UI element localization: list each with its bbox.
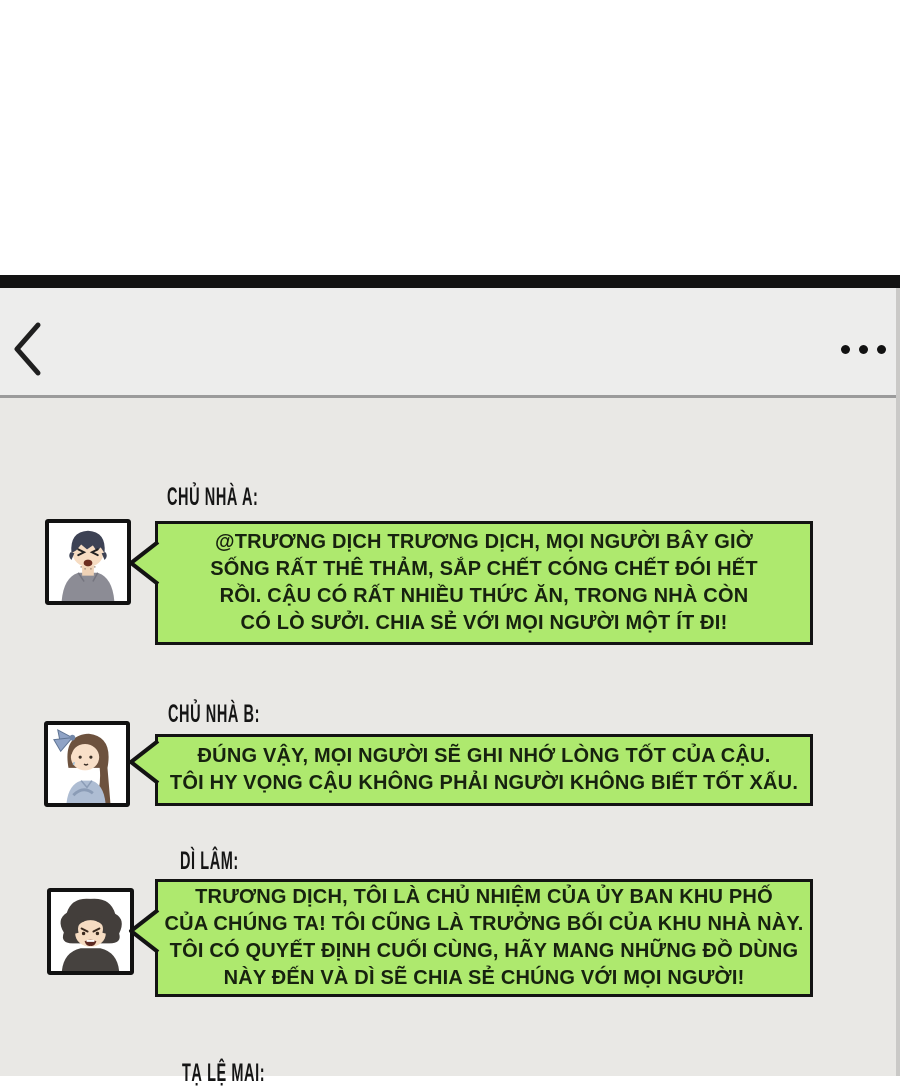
panel-right-edge (896, 288, 900, 1076)
message-bubble (155, 879, 813, 997)
message-line: @TRƯƠNG DỊCH TRƯƠNG DỊCH, MỌI NGƯỜI BÂY GIỜ (215, 531, 753, 553)
avatar-illustration (48, 725, 126, 803)
menu-button[interactable] (832, 334, 894, 364)
avatar-angry-man[interactable] (45, 519, 131, 605)
message-line: ĐÚNG VẬY, MỌI NGƯỜI SẼ GHI NHỚ LÒNG TỐT CỦA CẬU. (197, 745, 771, 767)
chat-header (0, 288, 900, 395)
avatar-illustration (49, 523, 127, 601)
sender-label: CHỦ NHÀ B: (168, 700, 260, 728)
message-line: TÔI CÓ QUYẾT ĐỊNH CUỐI CÙNG, HÃY MANG NHỮNG ĐỒ DÙNG (169, 940, 799, 962)
message-line: CÓ LÒ SƯỞI. CHIA SẺ VỚI MỌI NGƯỜI MỘT ÍT ĐI! (240, 612, 728, 634)
chevron-left-icon (8, 320, 46, 378)
panel-top-border (0, 275, 900, 288)
sender-label: TẠ LỆ MAI: (182, 1059, 266, 1087)
avatar-illustration (51, 892, 130, 971)
sender-label: DÌ LÂM: (180, 847, 239, 875)
message-line: NÀY ĐẾN VÀ DÌ SẼ CHIA SẺ CHÚNG VỚI MỌI NGƯỜI! (223, 967, 745, 989)
ellipsis-icon (841, 345, 850, 354)
ellipsis-icon (859, 345, 868, 354)
back-button[interactable] (8, 320, 46, 378)
ellipsis-icon (877, 345, 886, 354)
bubble-tail-icon (126, 907, 160, 955)
message-line: SỐNG RẤT THÊ THẢM, SẮP CHẾT CÓNG CHẾT ĐÓI HẾT (210, 558, 758, 580)
bubble-tail-icon (126, 738, 160, 786)
message-line: RỒI. CẬU CÓ RẤT NHIỀU THỨC ĂN, TRONG NHÀ CÒN (219, 585, 749, 607)
message-line: CỦA CHÚNG TA! TÔI CŨNG LÀ TRƯỞNG BỐI CỦA KHU NHÀ NÀY. (164, 913, 804, 935)
sender-label: CHỦ NHÀ A: (167, 483, 259, 511)
message-line: TÔI HY VỌNG CẬU KHÔNG PHẢI NGƯỜI KHÔNG BIẾT TỐT XẤU. (169, 772, 799, 794)
message-bubble (155, 734, 813, 806)
message-line: TRƯƠNG DỊCH, TÔI LÀ CHỦ NHIỆM CỦA ỦY BAN KHU PHỐ (195, 886, 773, 908)
bubble-tail-icon (126, 539, 160, 587)
avatar-curly-haired-aunt[interactable] (47, 888, 134, 975)
avatar-worried-girl[interactable] (44, 721, 130, 807)
message-bubble (155, 521, 813, 645)
